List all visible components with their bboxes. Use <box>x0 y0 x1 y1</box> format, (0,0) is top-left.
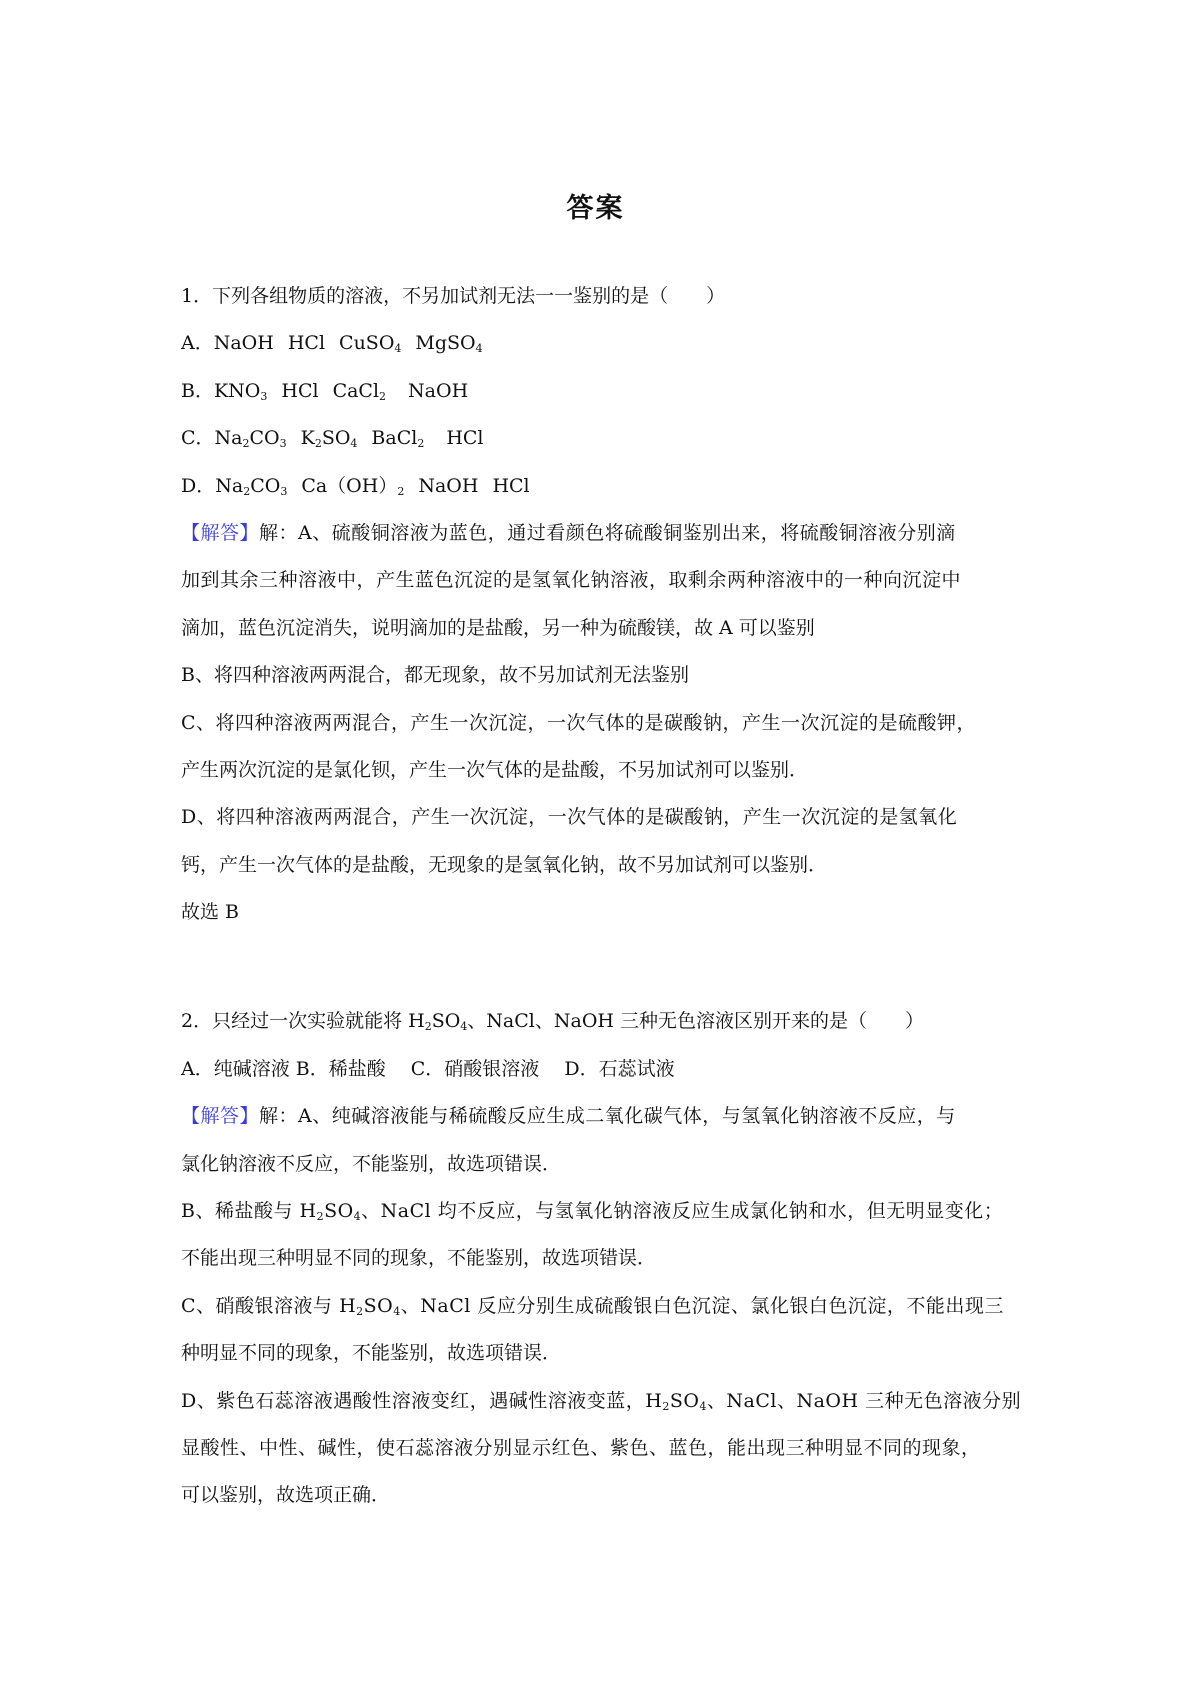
q2-answer-line-1: 【解答】解：A、纯碱溶液能与稀硫酸反应生成二氧化碳气体，与氢氧化钠溶液不反应，与 <box>181 1105 956 1128</box>
formula: $Na_2CO_3$ <box>214 427 287 451</box>
q1-answer-line-9: 故选 B <box>181 901 240 924</box>
q1-answer-line-7: D、将四种溶液两两混合，产生一次沉淀，一次气体的是碳酸钠，产生一次沉淀的是氢氧化 <box>181 806 958 829</box>
formula: HCl <box>281 379 319 402</box>
q2-answer-d-line-2: 显酸性、中性、碱性，使石蕊溶液分别显示红色、紫色、蓝色，能出现三种明显不同的现象， <box>181 1436 981 1459</box>
option-label: C． <box>181 427 215 450</box>
document-body <box>181 273 1021 1520</box>
option-label: D． <box>181 474 216 497</box>
formula: NaOH <box>418 474 479 497</box>
q2-answer-d-line-1: D、紫色石蕊溶液遇酸性溶液变红，遇碱性溶液变蓝，$H_2SO_4$、NaCl、NaOH 三种无色溶液分别 <box>181 1389 1022 1413</box>
formula: NaOH <box>408 379 469 402</box>
q1-answer-line-6: 产生两次沉淀的是氯化钡，产生一次气体的是盐酸，不另加试剂可以鉴别． <box>181 758 809 781</box>
question-spacer <box>181 936 1021 998</box>
formula: CaCl$_2$ <box>332 379 387 403</box>
q2-options: A．纯碱溶液 B．稀盐酸 C．硝酸银溶液 D．石蕊试液 <box>181 1057 675 1080</box>
q2-question: 2．只经过一次实验就能将 $H_2SO_4$、NaCl、NaOH 三种无色溶液区别开来的是（ ） <box>181 1010 925 1034</box>
page-title: 答案 <box>566 193 625 224</box>
q2-answer-c-line-1: C、硝酸银溶液与 $H_2SO_4$、NaCl 反应分别生成硫酸银白色沉淀、氯化银白色沉淀，不能出现三 <box>181 1294 1004 1318</box>
q1-answer-line-2: 加到其余三种溶液中，产生蓝色沉淀的是氢氧化钠溶液，取剩余两种溶液中的一种向沉淀中 <box>181 569 962 592</box>
formula: HCl <box>446 427 484 450</box>
q1-option-b <box>181 368 1021 415</box>
formula: NaOH <box>213 332 274 355</box>
q1-option-c <box>181 415 1021 462</box>
answer-tag: 【解答】 <box>181 521 260 544</box>
formula: HCl <box>492 474 530 497</box>
q1-question: 1．下列各组物质的溶液，不另加试剂无法一一鉴别的是（ ） <box>181 285 726 307</box>
q1-option-d <box>181 463 1021 510</box>
q1-answer-line-4: B、将四种溶液两两混合，都无现象，故不另加试剂无法鉴别 <box>181 664 689 687</box>
formula: HCl <box>287 332 326 355</box>
q2-answer-line-2: 氯化钠溶液不反应，不能鉴别，故选项错误． <box>181 1152 562 1175</box>
formula: $Ca(OH)_2$ <box>301 474 405 498</box>
answer-tag: 【解答】 <box>181 1105 260 1128</box>
q2-answer-d-line-3: 可以鉴别，故选项正确． <box>181 1484 391 1507</box>
formula: CuSO$_4$ <box>339 332 402 356</box>
q1-answer-line-3: 滴加，蓝色沉淀消失，说明滴加的是盐酸，另一种为硫酸镁，故 A 可以鉴别 <box>181 616 815 639</box>
formula: $K_2SO_4$ <box>300 427 358 451</box>
formula: MgSO$_4$ <box>415 332 483 356</box>
q2-answer-c-line-2: 种明显不同的现象，不能鉴别，故选项错误． <box>181 1342 562 1365</box>
formula: $KNO_3$ <box>213 379 268 403</box>
q2-answer-b-line-1: B、稀盐酸与 $H_2SO_4$、NaCl 均不反应，与氢氧化钠溶液反应生成氯化钠和水，但无明显变化； <box>181 1200 1004 1224</box>
q1-answer-line-8: 钙，产生一次气体的是盐酸，无现象的是氢氧化钠，故不另加试剂可以鉴别． <box>181 853 828 876</box>
formula: $Na_2CO_3$ <box>215 474 288 498</box>
q1-option-a <box>181 320 1021 367</box>
q2-answer-b-line-2: 不能出现三种明显不同的现象，不能鉴别，故选项错误． <box>181 1247 657 1270</box>
formula: BaCl$_2$ <box>371 427 425 451</box>
option-label: B． <box>181 379 214 402</box>
q1-answer-line-5: C、将四种溶液两两混合，产生一次沉淀，一次气体的是碳酸钠，产生一次沉淀的是硫酸钾， <box>181 711 977 734</box>
q1-answer-line-1: 【解答】解：A、硫酸铜溶液为蓝色，通过看颜色将硫酸铜鉴别出来，将硫酸铜溶液分别滴 <box>181 521 956 544</box>
option-label: A． <box>181 332 214 355</box>
